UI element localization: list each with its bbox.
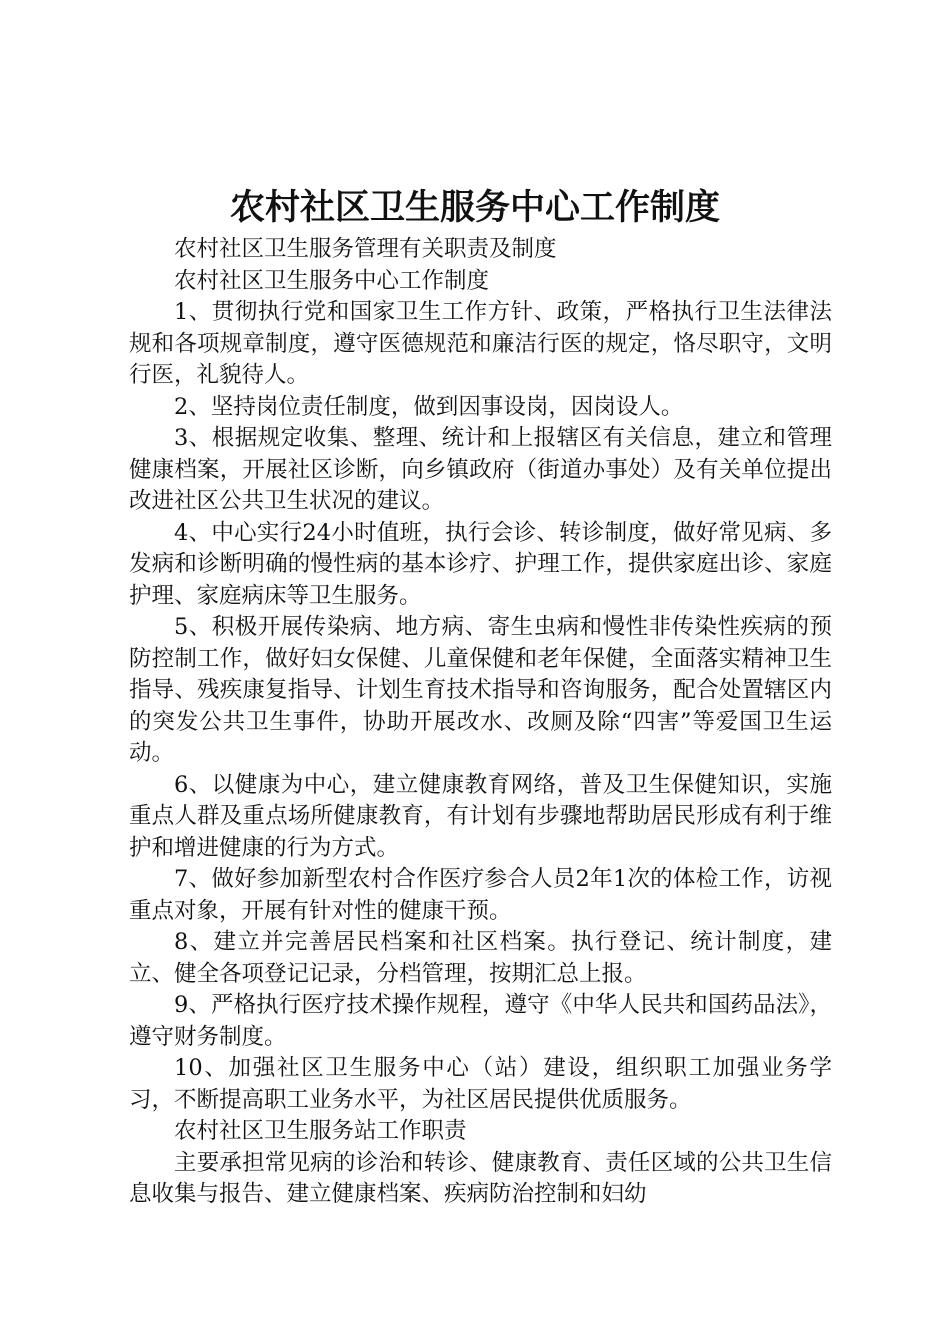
rule-item: 8、建立并完善居民档案和社区档案。执行登记、统计制度，建立、健全各项登记记录，分档管理，按期汇总上报。 — [129, 929, 832, 987]
rule-item: 9、严格执行医疗技术操作规程，遵守《中华人民共和国药品法》，遵守财务制度。 — [129, 992, 832, 1050]
rule-item: 1、贯彻执行党和国家卫生工作方针、政策，严格执行卫生法律法规和各项规章制度，遵守医德规范和廉洁行医的规定，恪尽职守，文明行医，礼貌待人。 — [129, 299, 832, 388]
rule-item: 4、中心实行24小时值班，执行会诊、转诊制度，做好常见病、多发病和诊断明确的慢性病的基本诊疗、护理工作，提供家庭出诊、家庭护理、家庭病床等卫生服务。 — [129, 519, 832, 609]
section-heading: 农村社区卫生服务管理有关职责及制度 — [174, 236, 557, 262]
rule-item: 2、坚持岗位责任制度，做到因事设岗，因岗设人。 — [174, 393, 684, 420]
document-title: 农村社区卫生服务中心工作制度 — [229, 187, 720, 228]
rule-item: 6、以健康为中心，建立健康教育网络，普及卫生保健知识，实施重点人群及重点场所健康教育，有计划有步骤地帮助居民形成有利于维护和增进健康的行为方式。 — [129, 771, 832, 861]
rule-item: 5、积极开展传染病、地方病、寄生虫病和慢性非传染性疾病的预防控制工作，做好妇女保健、儿童保健和老年保健，全面落实精神卫生指导、残疾康复指导、计划生育技术指导和咨询服务，配合处置辖区内的突发公共卫生事件，协助开展改水、改厕及除“四害”等爱国卫生运动。 — [129, 614, 832, 766]
document-body — [129, 234, 832, 1211]
rule-item: 3、根据规定收集、整理、统计和上报辖区有关信息，建立和管理健康档案，开展社区诊断，向乡镇政府（街道办事处）及有关单位提出改进社区公共卫生状况的建议。 — [129, 425, 832, 514]
section-heading: 农村社区卫生服务中心工作制度 — [174, 267, 490, 294]
section-heading: 农村社区卫生服务站工作职责 — [174, 1118, 467, 1144]
body-paragraph: 主要承担常见病的诊治和转诊、健康教育、责任区域的公共卫生信息收集与报告、建立健康档案、疾病防治控制和妇幼 — [129, 1149, 832, 1207]
rule-item: 10、加强社区卫生服务中心（站）建设，组织职工加强业务学习，不断提高职工业务水平，为社区居民提供优质服务。 — [129, 1055, 832, 1113]
rule-item: 7、做好参加新型农村合作医疗参合人员2年1次的体检工作，访视重点对象，开展有针对性的健康干预。 — [129, 866, 832, 924]
